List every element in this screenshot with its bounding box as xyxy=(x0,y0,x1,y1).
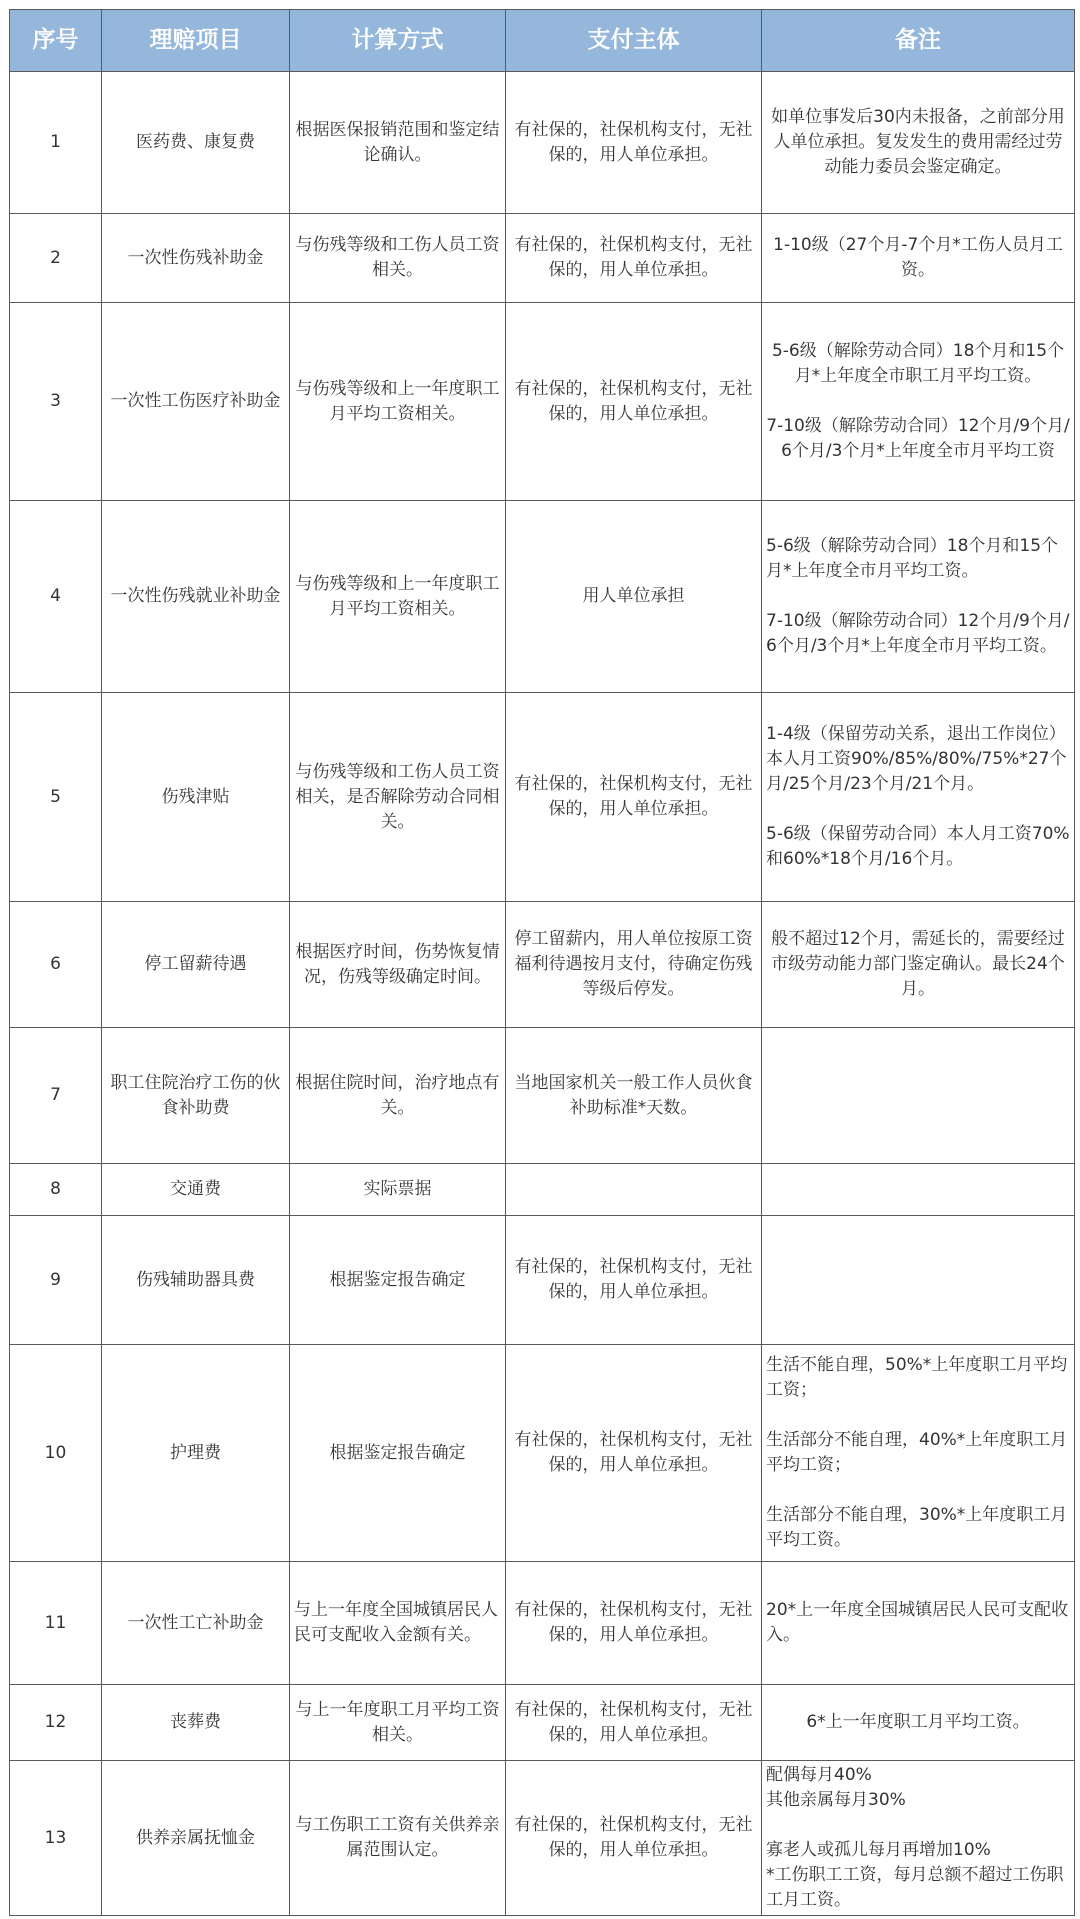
note-paragraph xyxy=(766,1838,1070,1913)
cell-calc: 与伤残等级和工伤人员工资相关，是否解除劳动合同相关。 xyxy=(290,693,506,902)
cell-payer: 有社保的，社保机构支付，无社保的，用人单位承担。 xyxy=(506,303,762,501)
cell-item: 伤残津贴 xyxy=(102,693,290,902)
cell-calc: 与上一年度职工月平均工资相关。 xyxy=(290,1685,506,1761)
table-row xyxy=(10,1685,1075,1761)
cell-note xyxy=(762,1685,1075,1761)
header-payer: 支付主体 xyxy=(506,10,762,72)
note-paragraph: 生活部分不能自理，30%*上年度职工月平均工资。 xyxy=(766,1505,1068,1550)
header-calc: 计算方式 xyxy=(290,10,506,72)
note-paragraph: 20*上一年度全国城镇居民人民可支配收入。 xyxy=(766,1600,1069,1645)
cell-item: 职工住院治疗工伤的伙食补助费 xyxy=(102,1028,290,1164)
table-row xyxy=(10,1761,1075,1916)
table-row xyxy=(10,693,1075,902)
cell-calc: 与伤残等级和上一年度职工月平均工资相关。 xyxy=(290,501,506,693)
cell-note xyxy=(762,303,1075,501)
header-note: 备注 xyxy=(762,10,1075,72)
note-paragraph: 5-6级（保留劳动合同）本人月工资70%和60%*18个月/16个月。 xyxy=(766,824,1070,869)
table-row xyxy=(10,214,1075,303)
cell-note xyxy=(762,1216,1075,1345)
note-paragraph: 1-4级（保留劳动关系，退出工作岗位）本人月工资90%/85%/80%/75%*27个月/25个月/23个月/21个月。 xyxy=(766,724,1067,794)
note-paragraph: 生活部分不能自理，40%*上年度职工月平均工资； xyxy=(766,1430,1068,1475)
cell-item: 一次性工亡补助金 xyxy=(102,1562,290,1685)
table-row xyxy=(10,1562,1075,1685)
cell-note xyxy=(762,1345,1075,1562)
cell-no: 7 xyxy=(10,1028,102,1164)
header-item: 理赔项目 xyxy=(102,10,290,72)
cell-no: 12 xyxy=(10,1685,102,1761)
cell-item: 伤残辅助器具费 xyxy=(102,1216,290,1345)
cell-item: 丧葬费 xyxy=(102,1685,290,1761)
note-paragraph xyxy=(766,1763,1070,1813)
cell-no: 10 xyxy=(10,1345,102,1562)
cell-no: 9 xyxy=(10,1216,102,1345)
cell-payer xyxy=(506,1164,762,1216)
cell-note xyxy=(762,72,1075,214)
table-row xyxy=(10,303,1075,501)
cell-note xyxy=(762,1761,1075,1916)
cell-no: 13 xyxy=(10,1761,102,1916)
note-paragraph: 5-6级（解除劳动合同）18个月和15个月*上年度全市月平均工资。 xyxy=(766,536,1059,581)
cell-payer: 有社保的，社保机构支付，无社保的，用人单位承担。 xyxy=(506,1761,762,1916)
table-row xyxy=(10,902,1075,1028)
table-row xyxy=(10,1345,1075,1562)
cell-calc: 与伤残等级和工伤人员工资相关。 xyxy=(290,214,506,303)
cell-item: 护理费 xyxy=(102,1345,290,1562)
compensation-table-container xyxy=(9,9,1074,1916)
cell-no: 1 xyxy=(10,72,102,214)
cell-payer: 有社保的，社保机构支付，无社保的，用人单位承担。 xyxy=(506,72,762,214)
table-row xyxy=(10,1164,1075,1216)
cell-item: 一次性伤残补助金 xyxy=(102,214,290,303)
cell-payer: 有社保的，社保机构支付，无社保的，用人单位承担。 xyxy=(506,1216,762,1345)
cell-item: 供养亲属抚恤金 xyxy=(102,1761,290,1916)
cell-note xyxy=(762,1164,1075,1216)
cell-calc: 与伤残等级和上一年度职工月平均工资相关。 xyxy=(290,303,506,501)
note-paragraph: 生活不能自理，50%*上年度职工月平均工资； xyxy=(766,1355,1068,1400)
table-row xyxy=(10,1216,1075,1345)
cell-calc: 根据鉴定报告确定 xyxy=(290,1216,506,1345)
cell-item: 一次性工伤医疗补助金 xyxy=(102,303,290,501)
cell-payer: 有社保的，社保机构支付，无社保的，用人单位承担。 xyxy=(506,214,762,303)
cell-note xyxy=(762,214,1075,303)
cell-payer: 停工留薪内，用人单位按原工资福利待遇按月支付，待确定伤残等级后停发。 xyxy=(506,902,762,1028)
cell-note xyxy=(762,693,1075,902)
note-line: *工伤职工工资，每月总额不超过工伤职工月工资。 xyxy=(766,1865,1064,1910)
cell-payer: 用人单位承担 xyxy=(506,501,762,693)
table-row xyxy=(10,1028,1075,1164)
cell-no: 11 xyxy=(10,1562,102,1685)
cell-calc: 根据医保报销范围和鉴定结论确认。 xyxy=(290,72,506,214)
note-paragraph: 如单位事发后30内未报备，之前部分用人单位承担。复发发生的费用需经过劳动能力委员会鉴定确定。 xyxy=(771,107,1065,177)
cell-no: 2 xyxy=(10,214,102,303)
note-line: 寡老人或孤儿每月再增加10% xyxy=(766,1840,991,1860)
note-paragraph: 5-6级（解除劳动合同）18个月和15个月*上年度全市职工月平均工资。 xyxy=(771,341,1065,386)
note-line: 配偶每月40% xyxy=(766,1765,872,1785)
cell-calc: 根据鉴定报告确定 xyxy=(290,1345,506,1562)
cell-payer: 有社保的，社保机构支付，无社保的，用人单位承担。 xyxy=(506,693,762,902)
cell-payer: 有社保的，社保机构支付，无社保的，用人单位承担。 xyxy=(506,1345,762,1562)
table-row xyxy=(10,501,1075,693)
cell-no: 8 xyxy=(10,1164,102,1216)
cell-note xyxy=(762,902,1075,1028)
note-paragraph: 般不超过12个月，需延长的，需要经过市级劳动能力部门鉴定确认。最长24个月。 xyxy=(771,929,1065,999)
table-row xyxy=(10,72,1075,214)
cell-no: 3 xyxy=(10,303,102,501)
note-paragraph: 7-10级（解除劳动合同）12个月/9个月/6个月/3个月*上年度全市月平均工资。 xyxy=(766,611,1070,656)
cell-note xyxy=(762,501,1075,693)
cell-calc: 根据医疗时间，伤势恢复情况，伤残等级确定时间。 xyxy=(290,902,506,1028)
cell-item: 交通费 xyxy=(102,1164,290,1216)
cell-payer: 有社保的，社保机构支付，无社保的，用人单位承担。 xyxy=(506,1562,762,1685)
cell-calc: 实际票据 xyxy=(290,1164,506,1216)
header-no: 序号 xyxy=(10,10,102,72)
note-paragraph: 6*上一年度职工月平均工资。 xyxy=(806,1712,1030,1732)
cell-no: 5 xyxy=(10,693,102,902)
cell-calc: 根据住院时间，治疗地点有关。 xyxy=(290,1028,506,1164)
cell-no: 4 xyxy=(10,501,102,693)
cell-note xyxy=(762,1562,1075,1685)
compensation-table xyxy=(9,9,1075,1916)
cell-calc: 与工伤职工工资有关供养亲属范围认定。 xyxy=(290,1761,506,1916)
note-paragraph: 7-10级（解除劳动合同）12个月/9个月/6个月/3个月*上年度全市月平均工资 xyxy=(766,416,1070,461)
note-line: 其他亲属每月30% xyxy=(766,1790,906,1810)
cell-calc: 与上一年度全国城镇居民人民可支配收入金额有关。 xyxy=(290,1562,506,1685)
cell-no: 6 xyxy=(10,902,102,1028)
cell-payer: 当地国家机关一般工作人员伙食补助标准*天数。 xyxy=(506,1028,762,1164)
cell-note xyxy=(762,1028,1075,1164)
cell-payer: 有社保的，社保机构支付，无社保的，用人单位承担。 xyxy=(506,1685,762,1761)
table-header-row xyxy=(10,10,1075,72)
cell-item: 停工留薪待遇 xyxy=(102,902,290,1028)
note-paragraph: 1-10级（27个月-7个月*工伤人员月工资。 xyxy=(773,235,1063,280)
cell-item: 医药费、康复费 xyxy=(102,72,290,214)
cell-item: 一次性伤残就业补助金 xyxy=(102,501,290,693)
